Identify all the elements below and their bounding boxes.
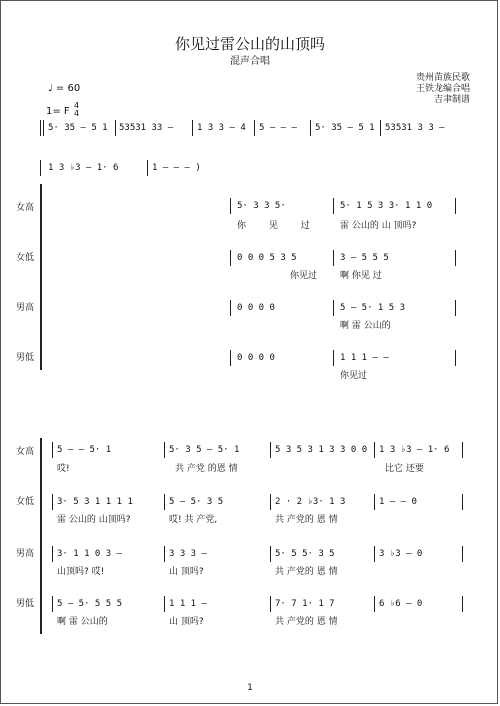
intro-measure: 53531 3 3 — [385,123,445,133]
lyric: 共 产党的 恩 情 [275,567,338,577]
barline [374,596,375,612]
measure: 3· 5 3 1 1 1 1 [57,497,133,507]
barline [40,160,41,176]
part-label: 女高 [16,203,35,213]
lyric: 你见过 [340,371,368,381]
lyric: 哎! [57,464,70,474]
barline [52,546,53,562]
measure: 5 3 5 3 1 3 3 0 0 [275,445,368,455]
credit-arranger: 王铁龙编合唱 [415,84,470,94]
barline [43,120,44,136]
lyric: 啊 雷 公山的 [340,321,391,331]
intro-measure: 1 — — — ) [152,163,201,173]
lyric: 山 顶吗? [169,567,204,577]
measure: 5· 5 5· 3 5 [275,549,335,559]
credit-transcriber: 吉聿制谱 [433,95,470,105]
measure: 5 — 5· 1 5 3 [340,303,406,313]
intro-measure: 53531 33 — [119,123,174,133]
measure: 3 ♭3 — 0 [379,549,423,559]
measure: 0 0 0 0 [237,303,275,313]
lyric: 共 产党的 恩 情 [275,515,338,525]
barline [462,442,463,458]
lyric: 山顶吗? 哎! [57,567,105,577]
lyric: 比它 还要 [385,464,424,474]
barline [254,120,255,136]
barline [374,546,375,562]
barline [52,494,53,510]
lyric: 你见过 [290,271,318,281]
system-brace [40,184,42,370]
barline [164,596,165,612]
barline [374,442,375,458]
barline [270,596,271,612]
measure: 1 3 ♭3 — 1· 6 [379,445,450,455]
measure: 3 3 3 — [169,549,207,559]
measure: 5 — 5· 5 5 5 [57,599,123,609]
measure: 5 — — 5· 1 [57,445,112,455]
part-label: 男低 [16,353,35,363]
measure: 0 0 0 5 3 5 [237,253,297,263]
barline [115,120,116,136]
measure: 1 — — 0 [379,497,417,507]
measure: 1 1 1 — — [340,353,389,363]
measure: 5 — 5· 3 5 [169,497,224,507]
barline [230,198,231,214]
measure: 6 ♭6 — 0 [379,599,423,609]
lyric: 你 见 过 [237,221,320,231]
measure: 2 · 2 ♭3· 1 3 [275,497,346,507]
measure: 1 1 1 — [169,599,207,609]
barline [462,494,463,510]
measure: 3 — 5 5 5 [340,253,389,263]
measure: 7· 7 1· 1 7 [275,599,335,609]
barline [462,596,463,612]
barline [52,596,53,612]
intro-measure: 5· 35 — 5 1 [315,123,375,133]
intro-measure: 1 3 ♭3 — 1· 6 [48,163,119,173]
time-signature-top: 4 [74,101,80,110]
barline [40,120,41,136]
barline [164,442,165,458]
barline [462,546,463,562]
part-label: 女低 [16,253,35,263]
measure: 5· 3 3 5· [237,201,286,211]
song-title: 你见过雷公山的山顶吗 [174,35,325,53]
barline [230,350,231,366]
barline [192,120,193,136]
lyric: 山 顶吗? [169,617,204,627]
page-number: 1 [247,683,253,693]
time-signature [74,102,79,118]
lyric: 雷 公山的 山顶吗? [57,515,131,525]
barline [164,546,165,562]
barline [380,120,381,136]
credit-origin: 贵州苗族民歌 [415,73,470,83]
barline [147,160,148,176]
barline [270,442,271,458]
barline [455,198,456,214]
intro-measure: 5· 35 — 5 1 [48,123,108,133]
barline [333,350,334,366]
part-label: 男高 [16,303,35,313]
barline [270,546,271,562]
barline [455,300,456,316]
barline [455,350,456,366]
key-signature: 1= F [46,106,70,117]
part-label: 女高 [16,447,35,457]
lyric: 共 产党 的恩 情 [175,464,238,474]
barline [164,494,165,510]
measure: 5· 1 5 3 3· 1 1 0 [340,201,433,211]
barline [333,198,334,214]
barline [230,250,231,266]
barline [230,300,231,316]
tempo-marking: ♩ = 60 [48,83,81,94]
barline [333,250,334,266]
time-signature-bottom: 4 [74,109,80,118]
lyric: 哎! 共 产党, [169,515,218,525]
barline [333,300,334,316]
barline [270,494,271,510]
part-label: 男低 [16,599,35,609]
intro-measure: 1 3 3 — 4 [197,123,246,133]
intro-measure: 5 — — — [259,123,297,133]
lyric: 共 产党的 恩 情 [275,617,338,627]
song-subtitle: 混声合唱 [230,56,270,67]
barline [310,120,311,136]
barline [52,442,53,458]
lyric: 啊 你见 过 [340,271,382,281]
part-label: 女低 [16,497,35,507]
lyric: 啊 雷 公山的 [57,617,108,627]
lyric: 雷 公山的 山 顶吗? [340,221,417,231]
part-label: 男高 [16,549,35,559]
measure: 5· 3 5 — 5· 1 [169,445,240,455]
measure: 3· 1 1 0 3 — [57,549,123,559]
barline [455,250,456,266]
measure: 0 0 0 0 [237,353,275,363]
barline [374,494,375,510]
system-brace [40,438,42,634]
